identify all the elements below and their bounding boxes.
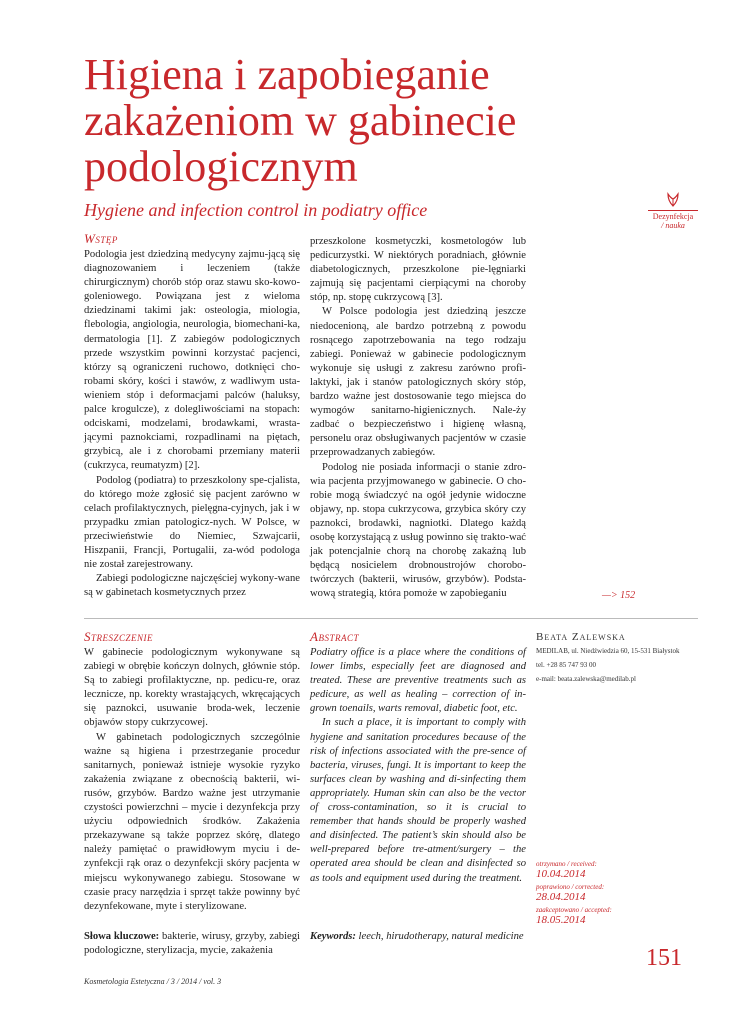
author-phone: tel. +28 85 747 93 00 [536, 661, 596, 669]
section-divider [84, 618, 698, 619]
author-block [536, 631, 706, 685]
continued-on-page-link[interactable]: —> 152 [602, 590, 636, 601]
paragraph: Podologia jest dziedziną medycyny zajmu-jącą się diagnozowaniem i leczeniem (także chirurgicznym) chorób stóp oraz stawu sko-kowo-goleniowego. Powiązana jest z wieloma dziedzinami takimi jak: osteologia, miologia, flebologia, angiologia, neurologia, biomechani-ka, dermatologia [1]. Z zabiegów podologicznych przede wszystkim powinni korzystać pacjenci, którzy są ograniczeni ruchowo, dotknięci cho-robami skóry, kości i stawów, z wadliwym usta-wieniem stóp i deformacjami palców (haluksy, palce krogulcze), z dolegliwościami na stopach: odciskami, modzelami, brodawkami, wrasta-jącymi paznokciami, rozpadlinami na piętach, grzybicą, ale i z chorobami przemiany materii (cukrzyca, reumatyzm) [2]. [84, 249, 300, 472]
received-date: 10.04.2014 [536, 868, 586, 880]
section-logo [648, 192, 698, 230]
paragraph: Podolog nie posiada informacji o stanie zdro-wia pacjenta przyjmowanego w gabinecie. O cho-robie mogą świadczyć na ogół jedynie widoczne objawy, np. stopa cukrzycowa, grzybica skóry czy paznokci, brodawki, nagniotki. Dlatego każdą osobę korzystającą z usług powinno się trakto-wać jak potencjalnie chorą na chorobę zakaźną lub będącą nosicielem drobnoustrojów chorobo-twórczych (bakterii, wirusów, grzybów). Podsta-wową strategią, która pomoże w zapobieganiu [310, 461, 526, 600]
intro-column-2 [310, 235, 526, 601]
corrected-label: poprawiono / corrected: [536, 883, 605, 891]
abstract-column [310, 646, 526, 886]
page-number: 151 [646, 945, 682, 971]
paragraph: W gabinecie podologicznym wykonywane są zabiegi w obrębie kończyn dolnych, głównie stóp. Są to zabiegi profilaktyczne, np. pedicu-re, oraz lecznicze, np. korekty wrastających, wkręcających się paznokci, usuwanie broda-wek, leczenie objawów stopy cukrzycowej. [84, 647, 300, 729]
keywords-pl [84, 930, 300, 958]
paragraph: W gabinetach podologicznych szczególnie ważne są higiena i przestrzeganie procedur sanitarnych, ponieważ istnieje wysokie ryzyko zakażenia związane z obecnością bakterii, wi-rusów, grzybów. Bardzo ważne jest utrzymanie czystości powierzchni – mycie i dezynfekcja przy użyciu odpowiednich środków. Zakażenia przekazywane są także poprzez skórę, dlatego należy pamiętać o prawidłowym myciu i de-zynfekcji rąk oraz o dezynfekcji skóry pacjenta w miejscu wykonywanego zabiegu. Stosowane w czasie pracy narzędzia i sprzęt także powinny być dezynfekowane, myte i sterylizowane. [84, 731, 300, 912]
keywords-label: Słowa kluczowe: [84, 931, 160, 942]
article-subtitle: Hygiene and infection control in podiatry office [84, 200, 428, 220]
paragraph: przeszkolone kosmetyczki, kosmetologów lub pedicurzystki. W niektórych poradniach, głównie diabetologicznych, przeszkolone pie-lęgniarki zajmują się pacjentami cierpiącymi na choroby stóp, np. stopę cukrzycową [3]. [310, 236, 526, 304]
keywords-label: Keywords: [310, 931, 356, 942]
author-email[interactable]: e-mail: beata.zalewska@medilab.pl [536, 675, 636, 683]
keywords-en [310, 930, 526, 944]
section-subcategory: / nauka [661, 221, 685, 230]
section-category: Dezynfekcja [652, 212, 694, 221]
disinfection-logo-icon [665, 192, 681, 208]
received-label: otrzymano / received: [536, 860, 597, 868]
corrected-date: 28.04.2014 [536, 891, 586, 903]
journal-footer: Kosmetologia Estetyczna / 3 / 2014 / vol. 3 [84, 977, 222, 986]
summary-column [84, 646, 300, 914]
summary-heading: Streszczenie [84, 629, 154, 644]
article-dates [536, 860, 646, 929]
intro-heading: Wstęp [84, 231, 118, 246]
article-title: Higiena i zapobieganie zakażeniom w gabinecie podologicznym [84, 50, 517, 191]
paragraph: Zabiegi podologiczne najczęściej wykony-wane są w gabinetach kosmetycznych przez [84, 573, 300, 599]
paragraph: In such a place, it is important to comply with hygiene and sanitation procedures because of the risk of infections associated with the pre-sence of bacteria, viruses, fungi. It is important to keep the surfaces clean by washing and di-sinfecting them appropriately. Human skin can also be the vector of cross-contamination, so it is crucial to remember that hands should be properly washed and disinfected. The patient’s skin should also be well-prepared before tre-atment/surgery – the operated area should be clean and disinfected so as tools and equipment used during the treatment. [310, 717, 526, 884]
abstract-heading: Abstract [310, 629, 359, 644]
accepted-date: 18.05.2014 [536, 914, 586, 926]
accepted-label: zaakceptowano / accepted: [536, 906, 612, 914]
author-affiliation: MEDILAB, ul. Niedźwiedzia 60, 15-531 Białystok [536, 647, 680, 655]
intro-column-1 [84, 248, 300, 600]
author-name: Beata Zalewska [536, 631, 626, 643]
keywords-text: bakterie, wirusy, grzyby, zabiegi podologiczne, sterylizacja, mycie, zakażenia [84, 931, 300, 956]
paragraph: Podolog (podiatra) to przeszkolony spe-cjalista, do którego może zgłosić się pacjent zarówno w celach profilaktycznych, pielęgna-cyjnych, jak i w przypadku zmian patologicz-nych. W Polsce, w przeciwieństwie do Niemiec, Szwajcarii, Hiszpanii, Francji, Portugalii, za-wód podologa nie został zarejestrowany. [84, 474, 300, 571]
keywords-text: leech, hirudotherapy, natural medicine [355, 931, 524, 942]
paragraph: Podiatry office is a place where the conditions of lower limbs, especially feet are diagnosed and treated. These are preventive treatments such as pedicure, as well as healing – correction of in-grown toenails, warts removal, diabetic foot, etc. [310, 647, 526, 715]
paragraph: W Polsce podologia jest dziedziną jeszcze niedocenioną, ale bardzo potrzebną z powodu rosnącego zapotrzebowania na tego rodzaju zabiegi. Ponieważ w gabinecie podologicznym wykonuje się usługi z zakresu zarówno profi-laktyki, jak i stanów patologicznych skóry stóp, bardzo ważne jest dostosowanie tego miejsca do wymogów sanitarno-higienicznych. Nale-ży zadbać o bezpieczeństwo i higienę własną, personelu oraz obsługiwanych pacjentów w czasie przeprowadzanych zabiegów. [310, 306, 526, 459]
